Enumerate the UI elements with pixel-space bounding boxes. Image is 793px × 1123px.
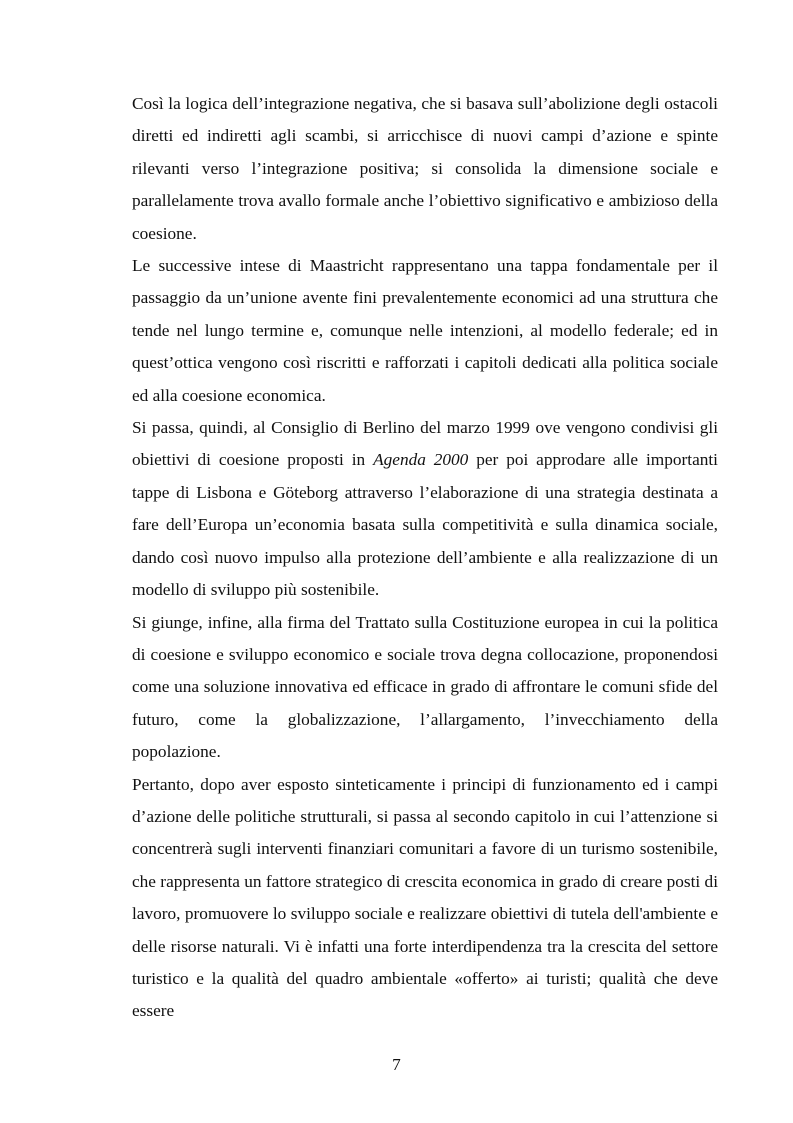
agenda-2000-title: Agenda 2000: [373, 450, 469, 470]
page-body: [132, 88, 718, 1028]
paragraph-costituzione: Si giunge, infine, alla firma del Trattato sulla Costituzione europea in cui la politica di coesione e sviluppo economico e sociale trova degna collocazione, proponendosi come una soluzione innovativa ed efficace in grado di affrontare le comuni sfide del futuro, come la globalizzazione, l’allargamento, l’invecchiamento della popolazione.: [132, 612, 718, 762]
paragraph-integrazione-negativa: Così la logica dell’integrazione negativa, che si basava sull’abolizione degli ostacoli diretti ed indiretti agli scambi, si arricchisce di nuovi campi d’azione e spinte rilevanti verso l’integrazione positiva; si consolida la dimensione sociale e parallelamente trova avallo formale anche l’obiettivo significativo e ambizioso della coesione.: [132, 94, 718, 243]
page-number: 7: [392, 1055, 401, 1074]
berlino-text-before: Si passa, quindi, al Consiglio di Berlino del marzo 1999 ove vengono condivisi gli obiettivi di coesione proposti in: [132, 418, 718, 470]
paragraph-berlino: [132, 412, 718, 606]
paragraph-maastricht: Le successive intese di Maastricht rappresentano una tappa fondamentale per il passaggio da un’unione avente fini prevalentemente economici ad una struttura che tende nel lungo termine e, comunque nelle intenzioni, al modello federale; ed in quest’ottica vengono così riscritti e rafforzati i capitoli dedicati alla politica sociale ed alla coesione economica.: [132, 256, 718, 405]
berlino-text-after: per poi approdare alle importanti tappe di Lisbona e Göteborg attraverso l’elaborazione di una strategia destinata a fare dell’Europa un’economia basata sulla competitività e sulla dinamica sociale, dando così nuovo impulso alla protezione dell’ambiente e alla realizzazione di un modello di sviluppo più sostenibile.: [132, 450, 718, 600]
paragraph-turismo: Pertanto, dopo aver esposto sinteticamente i principi di funzionamento ed i campi d’azione delle politiche strutturali, si passa al secondo capitolo in cui l’attenzione si concentrerà sugli interventi finanziari comunitari a favore di un turismo sostenibile, che rappresenta un fattore strategico di crescita economica in grado di creare posti di lavoro, promuovere lo sviluppo sociale e realizzare obiettivi di tutela dell'ambiente e delle risorse naturali. Vi è infatti una forte interdipendenza tra la crescita del settore turistico e la qualità del quadro ambientale «offerto» ai turisti; qualità che deve essere: [132, 774, 718, 1021]
